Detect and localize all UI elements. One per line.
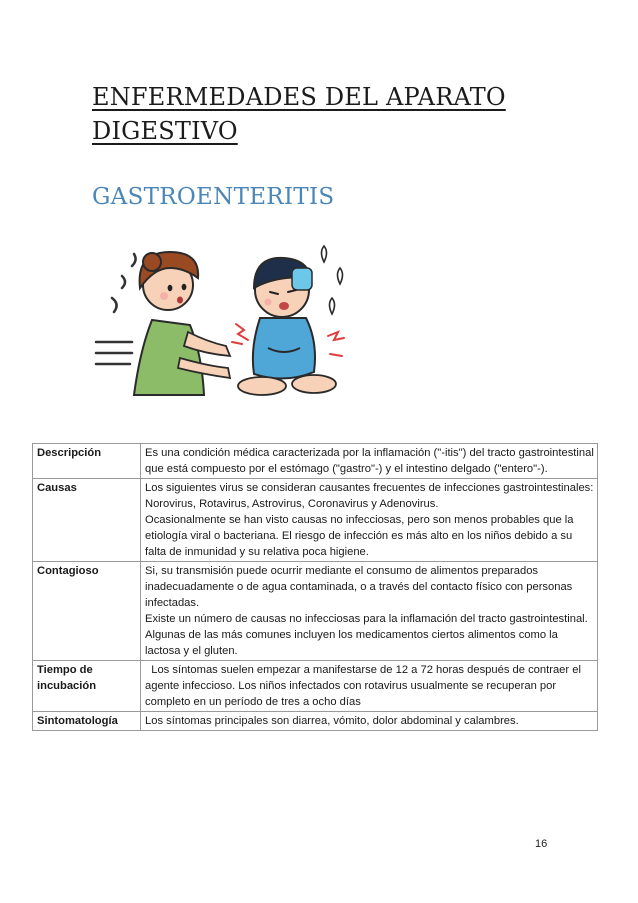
row-content [141,479,598,562]
row-paragraph: Es una condición médica caracterizada por la inflamación ("-itis") del tracto gastrointestinal que está compuesto por el estómago ("gastro"-) y el intestino delgado ("entero"-). [145,447,594,475]
document-title-line2: DIGESTIVO [92,117,238,145]
row-label: Sintomatología [33,712,141,731]
row-paragraph: Ocasionalmente se han visto causas no infecciosas, pero son menos probables que la etiología viral o bacteriana. El riesgo de infección es más alto en los niños debido a su falta de inmunidad y su relativa poca higiene. [145,514,574,558]
info-table [32,443,598,731]
row-label: Causas [33,479,141,562]
caregiver-figure [134,252,230,395]
motion-lines-icon [96,254,136,364]
row-paragraph: Los síntomas suelen empezar a manifestarse de 12 a 72 horas después de contraer el agente infeccioso. Los niños infectados con rotavirus usualmente se recuperan por completo en un período de tres a ocho días [145,664,585,708]
row-paragraph: Los siguientes virus se consideran causantes frecuentes de infecciones gastrointestinales: Norovirus, Rotavirus, Astrovirus, Coronavirus y Adenovirus. [145,482,594,510]
table-row-tiempo-de-incubacion [33,661,598,712]
row-paragraph: Los síntomas principales son diarrea, vómito, dolor abdominal y calambres. [145,715,519,727]
sick-child-illustration [92,240,362,405]
table-row-sintomatologia [33,712,598,731]
row-content [141,712,598,731]
row-label: Tiempo de incubación [33,661,141,712]
document-title-line1: ENFERMEDADES DEL APARATO [92,83,506,111]
row-paragraph: Si, su transmisión puede ocurrir mediante el consumo de alimentos preparados inadecuadamente o de agua contaminada, o a través del contacto físico con personas infectadas. [145,565,573,609]
table-row-contagioso [33,562,598,661]
sweat-drops-icon [322,246,343,314]
table-row-causas [33,479,598,562]
sick-child-figure [238,258,336,395]
document-title [92,80,506,148]
row-label: Descripción [33,444,141,479]
page-number: 16 [535,838,548,850]
row-label: Contagioso [33,562,141,661]
row-content [141,661,598,712]
row-content [141,444,598,479]
row-paragraph: Existe un número de causas no infecciosas para la inflamación del tracto gastrointestinal. Algunas de las más comunes incluyen los medicamentos ciertos alimentos como la lactosa y el gluten. [145,613,588,657]
section-subtitle: GASTROENTERITIS [92,184,335,210]
row-content [141,562,598,661]
table-row-descripcion [33,444,598,479]
